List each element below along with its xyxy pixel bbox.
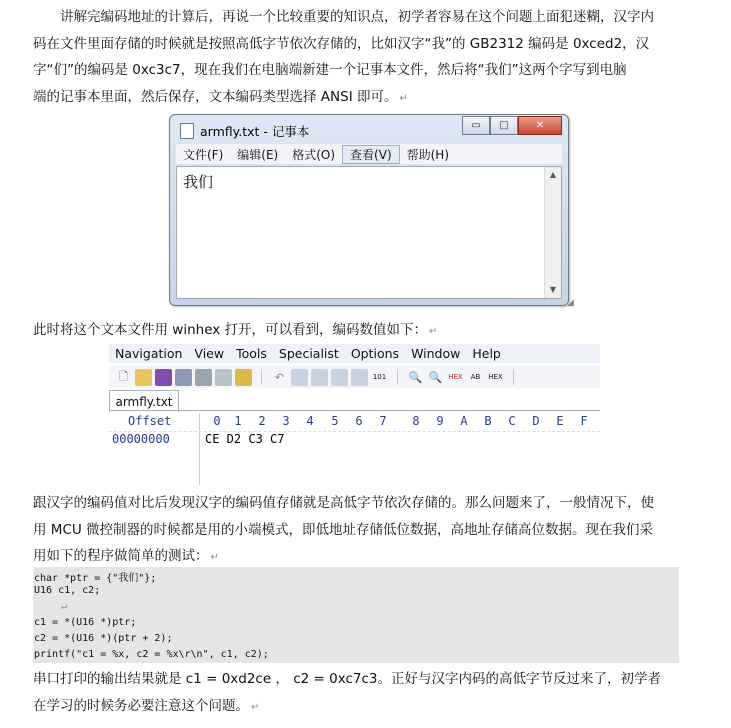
paste-special-icon[interactable] <box>351 369 368 386</box>
return-mark: ↵ <box>61 601 68 612</box>
column-header: 8 <box>412 414 420 428</box>
column-header: 2 <box>258 414 266 428</box>
paragraph-intro <box>33 4 683 112</box>
window-titlebar <box>180 122 309 140</box>
menu-format[interactable]: 格式(O) <box>292 147 336 162</box>
column-header: C <box>508 414 516 428</box>
return-mark: ↵ <box>399 92 408 104</box>
column-divider <box>199 413 200 485</box>
menu-view[interactable]: 查看(V) <box>342 145 400 164</box>
replace-text-icon[interactable]: AB <box>470 373 481 381</box>
menu-help[interactable]: Help <box>472 346 501 361</box>
menu-window[interactable]: Window <box>411 346 461 361</box>
column-header: A <box>460 414 468 428</box>
column-header: D <box>532 414 540 428</box>
paste-icon[interactable] <box>331 369 348 386</box>
close-button[interactable]: ✕ <box>518 116 562 135</box>
column-header: 1 <box>234 414 242 428</box>
code-line: U16 c1, c2; <box>34 585 101 596</box>
toolbar-separator <box>513 369 514 385</box>
find-hex-values-icon[interactable]: HEX <box>448 373 463 381</box>
text-line: 跟汉字的编码值对比后发现汉字的编码值存储就是高低字节依次存储的。那么问题来了，一般情况下，使 <box>33 495 654 511</box>
text-line: 字“们”的编码是 0xc3c7，现在我们在电脑端新建一个记事本文件，然后将“我们”这两个字写到电脑 <box>33 62 627 78</box>
code-line: printf("c1 = %x, c2 = %x\r\n", c1, c2); <box>34 649 269 660</box>
menu-file[interactable]: 文件(F) <box>183 147 224 162</box>
column-header: 0 <box>213 414 221 428</box>
menu-options[interactable]: Options <box>350 346 400 361</box>
text-line: 用 MCU 微控制器的时候都是用的小端模式，即低地址存储低位数据，高地址存储高位数据。现在我们采 <box>33 521 654 538</box>
toolbar-separator <box>397 369 398 385</box>
save-all-icon[interactable] <box>175 369 192 386</box>
print-icon[interactable] <box>195 369 212 386</box>
text-line: 端的记事本里面，然后保存，文本编码类型选择 ANSI 即可。 <box>33 88 398 105</box>
column-header: 4 <box>306 414 314 428</box>
tab-divider <box>109 410 600 411</box>
undo-save-icon[interactable] <box>235 369 252 386</box>
menu-edit[interactable]: 编辑(E) <box>237 147 279 162</box>
return-mark: ↵ <box>429 326 438 337</box>
column-header: B <box>484 414 492 428</box>
menu-navigation[interactable]: Navigation <box>115 346 183 361</box>
toolbar-separator <box>261 369 262 385</box>
properties-icon[interactable] <box>215 369 232 386</box>
text-line: 码在文件里面存储的时候就是按照高低字节依次存储的，比如汉字“我”的 GB2312 编码是 0xced2，汉 <box>33 35 650 52</box>
code-block <box>33 567 679 663</box>
maximize-button[interactable]: □ <box>490 116 518 135</box>
row-bytes[interactable]: CE D2 C3 C7 <box>205 432 285 446</box>
text-line: 在学习的时候务必要注意这个问题。 <box>33 697 249 714</box>
binary-icon[interactable]: 101 <box>372 373 387 381</box>
column-header: 9 <box>436 414 444 428</box>
column-header: F <box>580 414 588 428</box>
return-mark: ↵ <box>251 701 260 713</box>
column-header: E <box>556 414 564 428</box>
minimize-button[interactable]: ▭ <box>462 116 490 135</box>
text-line: 讲解完编码地址的计算后，再说一个比较重要的知识点，初学者容易在这个问题上面犯迷糊，汉字内 <box>60 9 654 25</box>
paragraph-winhex <box>33 317 683 346</box>
cut-icon[interactable] <box>291 369 308 386</box>
save-icon[interactable] <box>155 369 172 386</box>
column-header: 5 <box>331 414 339 428</box>
open-folder-icon[interactable] <box>135 369 152 386</box>
return-mark: ↵ <box>210 552 219 563</box>
find-text-icon[interactable]: 🔍 <box>408 370 423 384</box>
offset-label: Offset <box>128 414 172 428</box>
notepad-content: 我们 <box>183 173 214 191</box>
paragraph-analysis <box>33 490 683 572</box>
hex-header <box>109 414 600 430</box>
resize-grip-icon[interactable]: ◢ <box>567 298 574 308</box>
menu-help[interactable]: 帮助(H) <box>406 147 450 162</box>
vertical-scrollbar[interactable] <box>544 167 561 298</box>
notepad-menubar <box>176 144 562 164</box>
notepad-window <box>169 114 569 306</box>
new-file-icon[interactable]: 🗋 <box>119 369 128 383</box>
paragraph-result <box>33 666 683 721</box>
tab-armfly[interactable]: armfly.txt <box>109 390 179 412</box>
text-line: 串口打印的输出结果就是 c1 = 0xd2ce ， c2 = 0xc7c3。正好与汉字内码的高低字节反过来了，初学者 <box>33 671 662 687</box>
find-hex-icon[interactable]: 🔍 <box>428 370 443 384</box>
column-header: 3 <box>282 414 290 428</box>
column-header: 7 <box>379 414 387 428</box>
undo-icon[interactable]: ↶ <box>274 370 285 384</box>
winhex-menubar <box>109 344 600 363</box>
replace-hex-icon[interactable]: HEX <box>488 373 503 381</box>
text-line: 用如下的程序做简单的测试： <box>33 548 209 564</box>
menu-specialist[interactable]: Specialist <box>278 346 339 361</box>
copy-icon[interactable] <box>311 369 328 386</box>
scroll-up-icon[interactable]: ▲ <box>549 170 557 179</box>
menu-tools[interactable]: Tools <box>236 346 267 361</box>
code-line: char *ptr = {"我们"}; <box>34 573 157 584</box>
column-header: 6 <box>355 414 363 428</box>
notepad-text-area[interactable] <box>176 166 562 299</box>
menu-view[interactable]: View <box>194 346 225 361</box>
window-title: armfly.txt - 记事本 <box>200 124 310 139</box>
scroll-down-icon[interactable]: ▼ <box>549 285 557 294</box>
winhex-toolbar <box>109 366 600 388</box>
text-line: 此时将这个文本文件用 winhex 打开，可以看到，编码数值如下： <box>33 322 428 338</box>
notepad-icon <box>180 123 194 139</box>
header-divider <box>109 431 600 432</box>
row-address: 00000000 <box>112 432 170 446</box>
code-line: c1 = *(U16 *)ptr; <box>34 617 137 628</box>
code-line: c2 = *(U16 *)(ptr + 2); <box>34 633 173 644</box>
